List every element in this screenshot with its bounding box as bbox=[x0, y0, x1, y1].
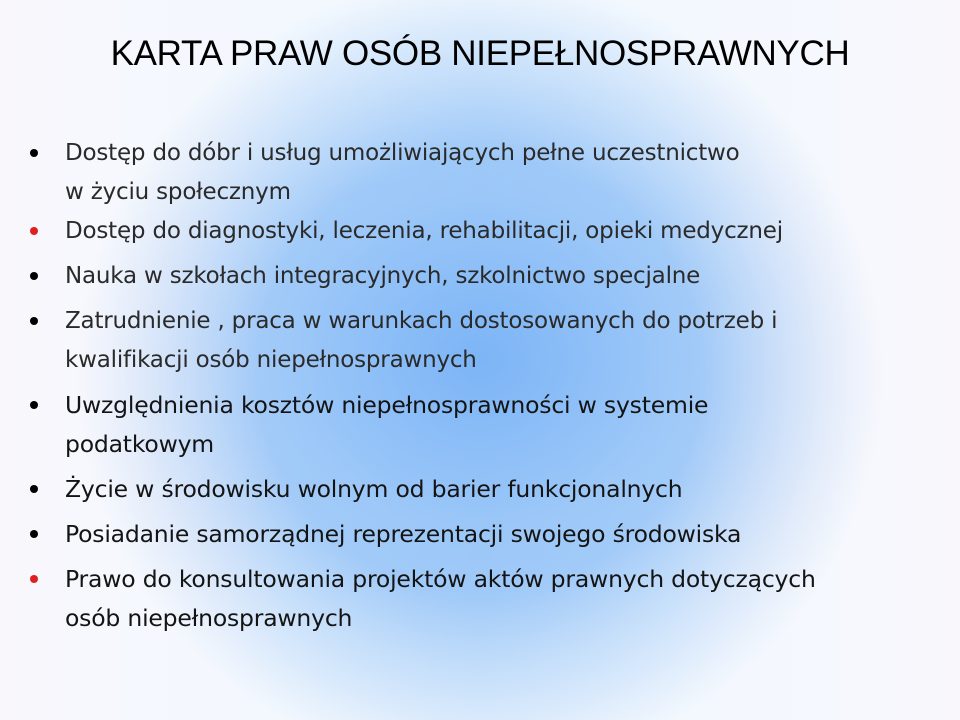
list-item-text: Dostęp do dóbr i usług umożliwiających pełne uczestnictwo bbox=[65, 140, 740, 166]
list-item-text: kwalifikacji osób niepełnosprawnych bbox=[65, 347, 477, 373]
bullet-dot-icon bbox=[30, 485, 38, 493]
list-item bbox=[28, 515, 938, 554]
list-item-text: podatkowym bbox=[65, 430, 214, 458]
bullet-dot-icon bbox=[30, 575, 38, 583]
bullet-dot-icon bbox=[30, 272, 38, 280]
list-item bbox=[28, 470, 938, 509]
bullet-list bbox=[28, 134, 938, 638]
list-item-text: Nauka w szkołach integracyjnych, szkolnictwo specjalne bbox=[65, 263, 701, 289]
list-item bbox=[28, 257, 938, 296]
list-item-text: osób niepełnosprawnych bbox=[65, 604, 353, 632]
list-item bbox=[28, 560, 938, 638]
bullet-dot-icon bbox=[30, 227, 38, 235]
list-item bbox=[28, 302, 938, 380]
bullet-dot-icon bbox=[30, 530, 38, 538]
list-item-text: Życie w środowisku wolnym od barier funkcjonalnych bbox=[65, 475, 683, 503]
list-item bbox=[28, 386, 938, 464]
list-item-text: Zatrudnienie , praca w warunkach dostosowanych do potrzeb i bbox=[65, 308, 778, 334]
list-item-text: Prawo do konsultowania projektów aktów prawnych dotyczących bbox=[65, 565, 816, 593]
list-item-text: w życiu społecznym bbox=[65, 179, 291, 205]
list-item bbox=[28, 212, 938, 251]
bullet-dot-icon bbox=[30, 317, 38, 325]
bullet-dot-icon bbox=[30, 149, 38, 157]
list-item-text: Dostęp do diagnostyki, leczenia, rehabilitacji, opieki medycznej bbox=[65, 218, 783, 244]
bullet-dot-icon bbox=[30, 401, 38, 409]
slide-title: KARTA PRAW OSÓB NIEPEŁNOSPRAWNYCH bbox=[110, 34, 850, 73]
list-item-text: Uwzględnienia kosztów niepełnosprawności w systemie bbox=[65, 391, 709, 419]
list-item-text: Posiadanie samorządnej reprezentacji swojego środowiska bbox=[65, 520, 742, 548]
list-item bbox=[28, 134, 938, 212]
